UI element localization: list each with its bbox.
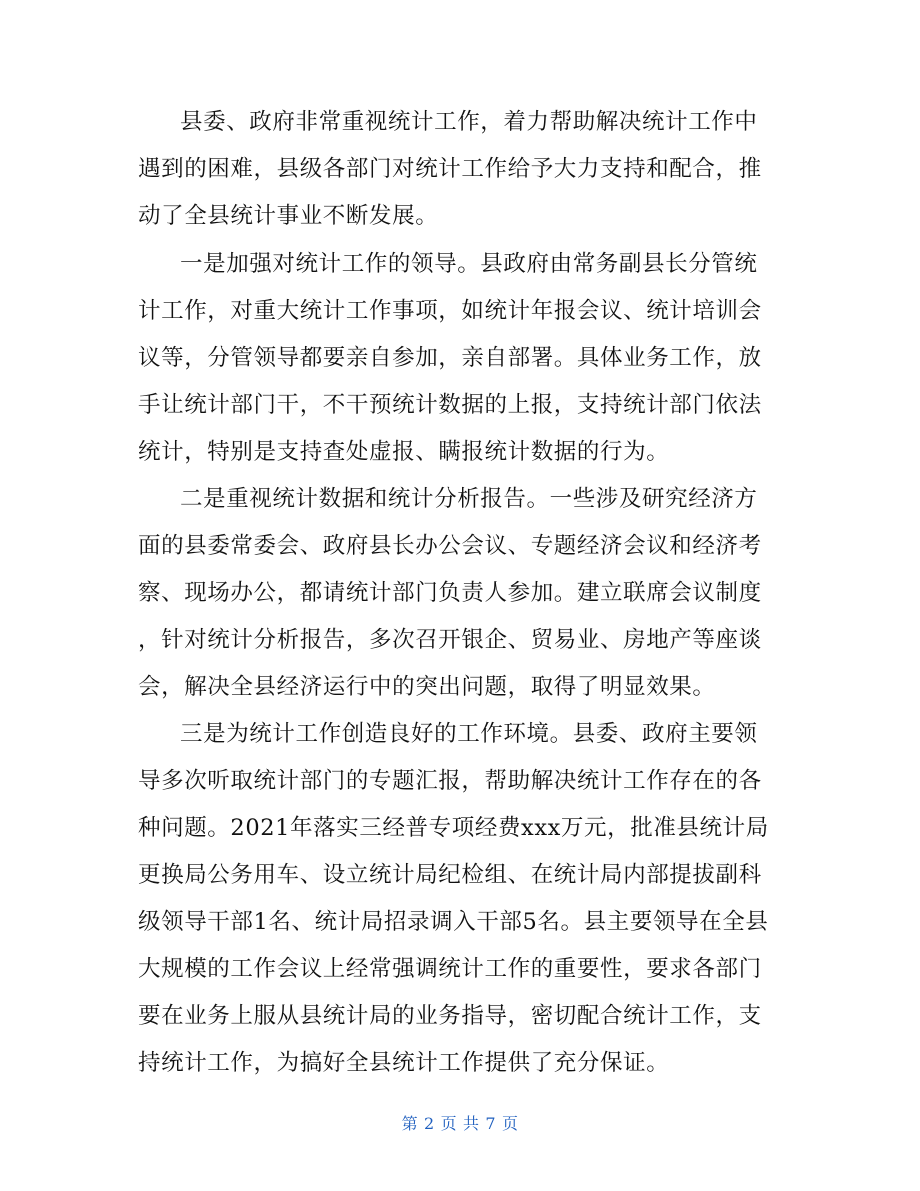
- page-number-footer: [0, 1114, 920, 1134]
- paragraph-1-line-2: 遇到的困难，县级各部门对统计工作给予大力支持和配合，推: [138, 156, 762, 182]
- paragraph-2-line-1: 一是加强对统计工作的领导。县政府由常务副县长分管统: [180, 251, 758, 277]
- paragraph-3-line-5: 会，解决全县经济运行中的突出问题，取得了明显效果。: [138, 674, 716, 700]
- paragraph-3-line-4: ，针对统计分析报告，多次召开银企、贸易业、房地产等座谈: [138, 627, 762, 653]
- paragraph-4-line-3: 种问题。2021年落实三经普专项经费xxx万元，批准县统计局: [138, 815, 769, 841]
- paragraph-3-line-3: 察、现场办公，都请统计部门负责人参加。建立联席会议制度: [138, 580, 762, 606]
- footer-prefix: 第: [401, 1114, 418, 1133]
- paragraph-1-line-1: 县委、政府非常重视统计工作，着力帮助解决统计工作中: [180, 109, 758, 135]
- paragraph-2-line-5: 统计，特别是支持查处虚报、瞒报统计数据的行为。: [138, 439, 670, 465]
- paragraph-2-line-4: 手让统计部门干，不干预统计数据的上报，支持统计部门依法: [138, 392, 762, 418]
- paragraph-3-line-2: 面的县委常委会、政府县长办公会议、专题经济会议和经济考: [138, 533, 762, 559]
- footer-current-page: 2: [424, 1114, 435, 1133]
- paragraph-4-line-4: 更换局公务用车、设立统计局纪检组、在统计局内部提拔副科: [138, 862, 762, 888]
- paragraph-1-line-3: 动了全县统计事业不断发展。: [138, 203, 439, 229]
- footer-suffix: 页: [502, 1114, 519, 1133]
- paragraph-4-line-2: 导多次听取统计部门的专题汇报，帮助解决统计工作存在的各: [138, 768, 762, 794]
- footer-page-word: 页: [440, 1114, 457, 1133]
- paragraph-2-line-3: 议等，分管领导都要亲自参加，亲自部署。具体业务工作，放: [138, 345, 762, 371]
- paragraph-4-line-1: 三是为统计工作创造良好的工作环境。县委、政府主要领: [180, 721, 758, 747]
- paragraph-4-line-5: 级领导干部1名、统计局招录调入干部5名。县主要领导在全县: [138, 909, 769, 935]
- paragraph-4-line-7: 要在业务上服从县统计局的业务指导，密切配合统计工作，支: [138, 1003, 762, 1029]
- footer-total-word: 共: [463, 1114, 480, 1133]
- paragraph-3-line-1: 二是重视统计数据和统计分析报告。一些涉及研究经济方: [180, 486, 758, 512]
- paragraph-4-line-6: 大规模的工作会议上经常强调统计工作的重要性，要求各部门: [138, 956, 762, 982]
- footer-total-pages: 7: [485, 1114, 496, 1133]
- paragraph-4-line-8: 持统计工作，为搞好全县统计工作提供了充分保证。: [138, 1050, 670, 1076]
- paragraph-2-line-2: 计工作，对重大统计工作事项，如统计年报会议、统计培训会: [138, 298, 762, 324]
